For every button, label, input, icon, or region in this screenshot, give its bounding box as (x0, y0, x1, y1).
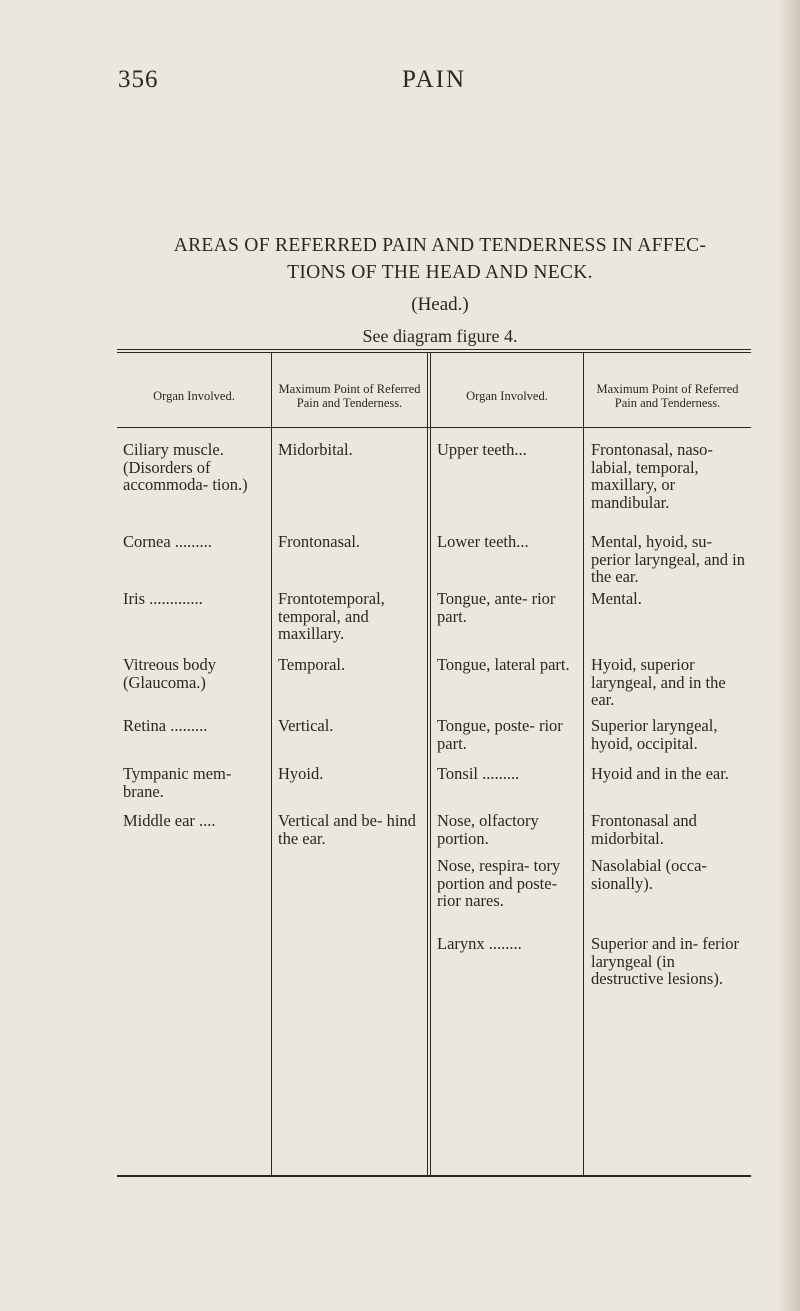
organ-nose-olfactory: Nose, olfactory portion. (437, 811, 539, 848)
organ-retina: Retina ......... (123, 716, 208, 735)
organ-nose-respiratory: Nose, respira- tory portion and poste- rior nares. (437, 856, 561, 910)
header-maximum-point-right: Maximum Point of Referred Pain and Tenderness. (596, 382, 739, 410)
organ-larynx: Larynx ........ (437, 934, 522, 953)
page-number: 356 (118, 66, 159, 93)
point-hyoid: Hyoid. (278, 764, 324, 783)
column-divider-2-double (430, 353, 431, 1175)
point-nose-olfactory: Frontonasal and midorbital. (591, 811, 697, 848)
organ-note: (Glaucoma.) (123, 672, 206, 692)
running-head: PAIN (402, 66, 467, 93)
organ-tonsil: Tonsil ......... (437, 764, 520, 783)
table-top-rule (117, 349, 751, 350)
organ-upper-teeth: Upper teeth... (437, 440, 527, 459)
organ-tympanic-membrane: Tympanic mem- brane. (123, 764, 232, 801)
point-vertical-behind-ear: Vertical and be- hind the ear. (278, 811, 416, 848)
point-temporal: Temporal. (278, 655, 346, 674)
organ-middle-ear: Middle ear .... (123, 811, 216, 830)
table-bottom-rule (117, 1175, 751, 1177)
header-organ-involved-right: Organ Involved. (466, 389, 548, 403)
point-tongue-lateral: Hyoid, superior laryngeal, and in the ear. (591, 655, 726, 709)
column-divider-3 (583, 353, 584, 1175)
organ-ciliary-muscle (123, 441, 269, 494)
point-tonsil: Hyoid and in the ear. (591, 764, 729, 783)
table-subtitle: (Head.) (411, 294, 469, 315)
point-tongue-posterior: Superior laryngeal, hyoid, occipital. (591, 716, 718, 753)
diagram-reference: See diagram figure 4. (362, 326, 518, 346)
point-upper-teeth: Frontonasal, naso- labial, temporal, maxillary, or mandibular. (591, 440, 713, 512)
organ-tongue-posterior: Tongue, poste- rior part. (437, 716, 563, 753)
title-block (100, 232, 780, 347)
point-nose-respiratory: Nasolabial (occa- sionally). (591, 856, 707, 893)
column-divider-1 (271, 353, 272, 1175)
organ-lower-teeth: Lower teeth... (437, 532, 529, 551)
point-frontotemporal: Frontotemporal, temporal, and maxillary. (278, 589, 385, 643)
header-rule (117, 427, 751, 428)
page-header (118, 66, 754, 100)
point-larynx: Superior and in- ferior laryngeal (in destructive lesions). (591, 934, 739, 988)
organ-label: Vitreous body (123, 655, 216, 674)
organ-iris: Iris ............. (123, 589, 203, 608)
table-title-line-2: TIONS OF THE HEAD AND NECK. (287, 262, 593, 283)
organ-vitreous-body (123, 656, 269, 691)
organ-cornea: Cornea ......... (123, 532, 212, 551)
page-edge-shadow (778, 0, 800, 1311)
header-organ-involved-left: Organ Involved. (153, 389, 235, 403)
organ-tongue-anterior: Tongue, ante- rior part. (437, 589, 556, 626)
point-lower-teeth: Mental, hyoid, su- perior laryngeal, and in the ear. (591, 532, 745, 586)
table-top-rule-inner (117, 352, 751, 353)
point-vertical: Vertical. (278, 716, 334, 735)
column-divider-2 (427, 353, 428, 1175)
table-title-line-1: AREAS OF REFERRED PAIN AND TENDERNESS IN AFFEC- (173, 235, 707, 256)
point-mental: Mental. (591, 589, 642, 608)
point-frontonasal: Frontonasal. (278, 532, 361, 551)
table-title (100, 232, 780, 286)
organ-note: (Disorders of accommoda- tion.) (123, 457, 248, 494)
organ-label: Ciliary muscle. (123, 440, 224, 459)
point-midorbital: Midorbital. (278, 440, 353, 459)
header-maximum-point-left: Maximum Point of Referred Pain and Tenderness. (278, 382, 421, 410)
organ-tongue-lateral: Tongue, lateral part. (437, 655, 570, 674)
referred-pain-table (117, 349, 751, 1179)
